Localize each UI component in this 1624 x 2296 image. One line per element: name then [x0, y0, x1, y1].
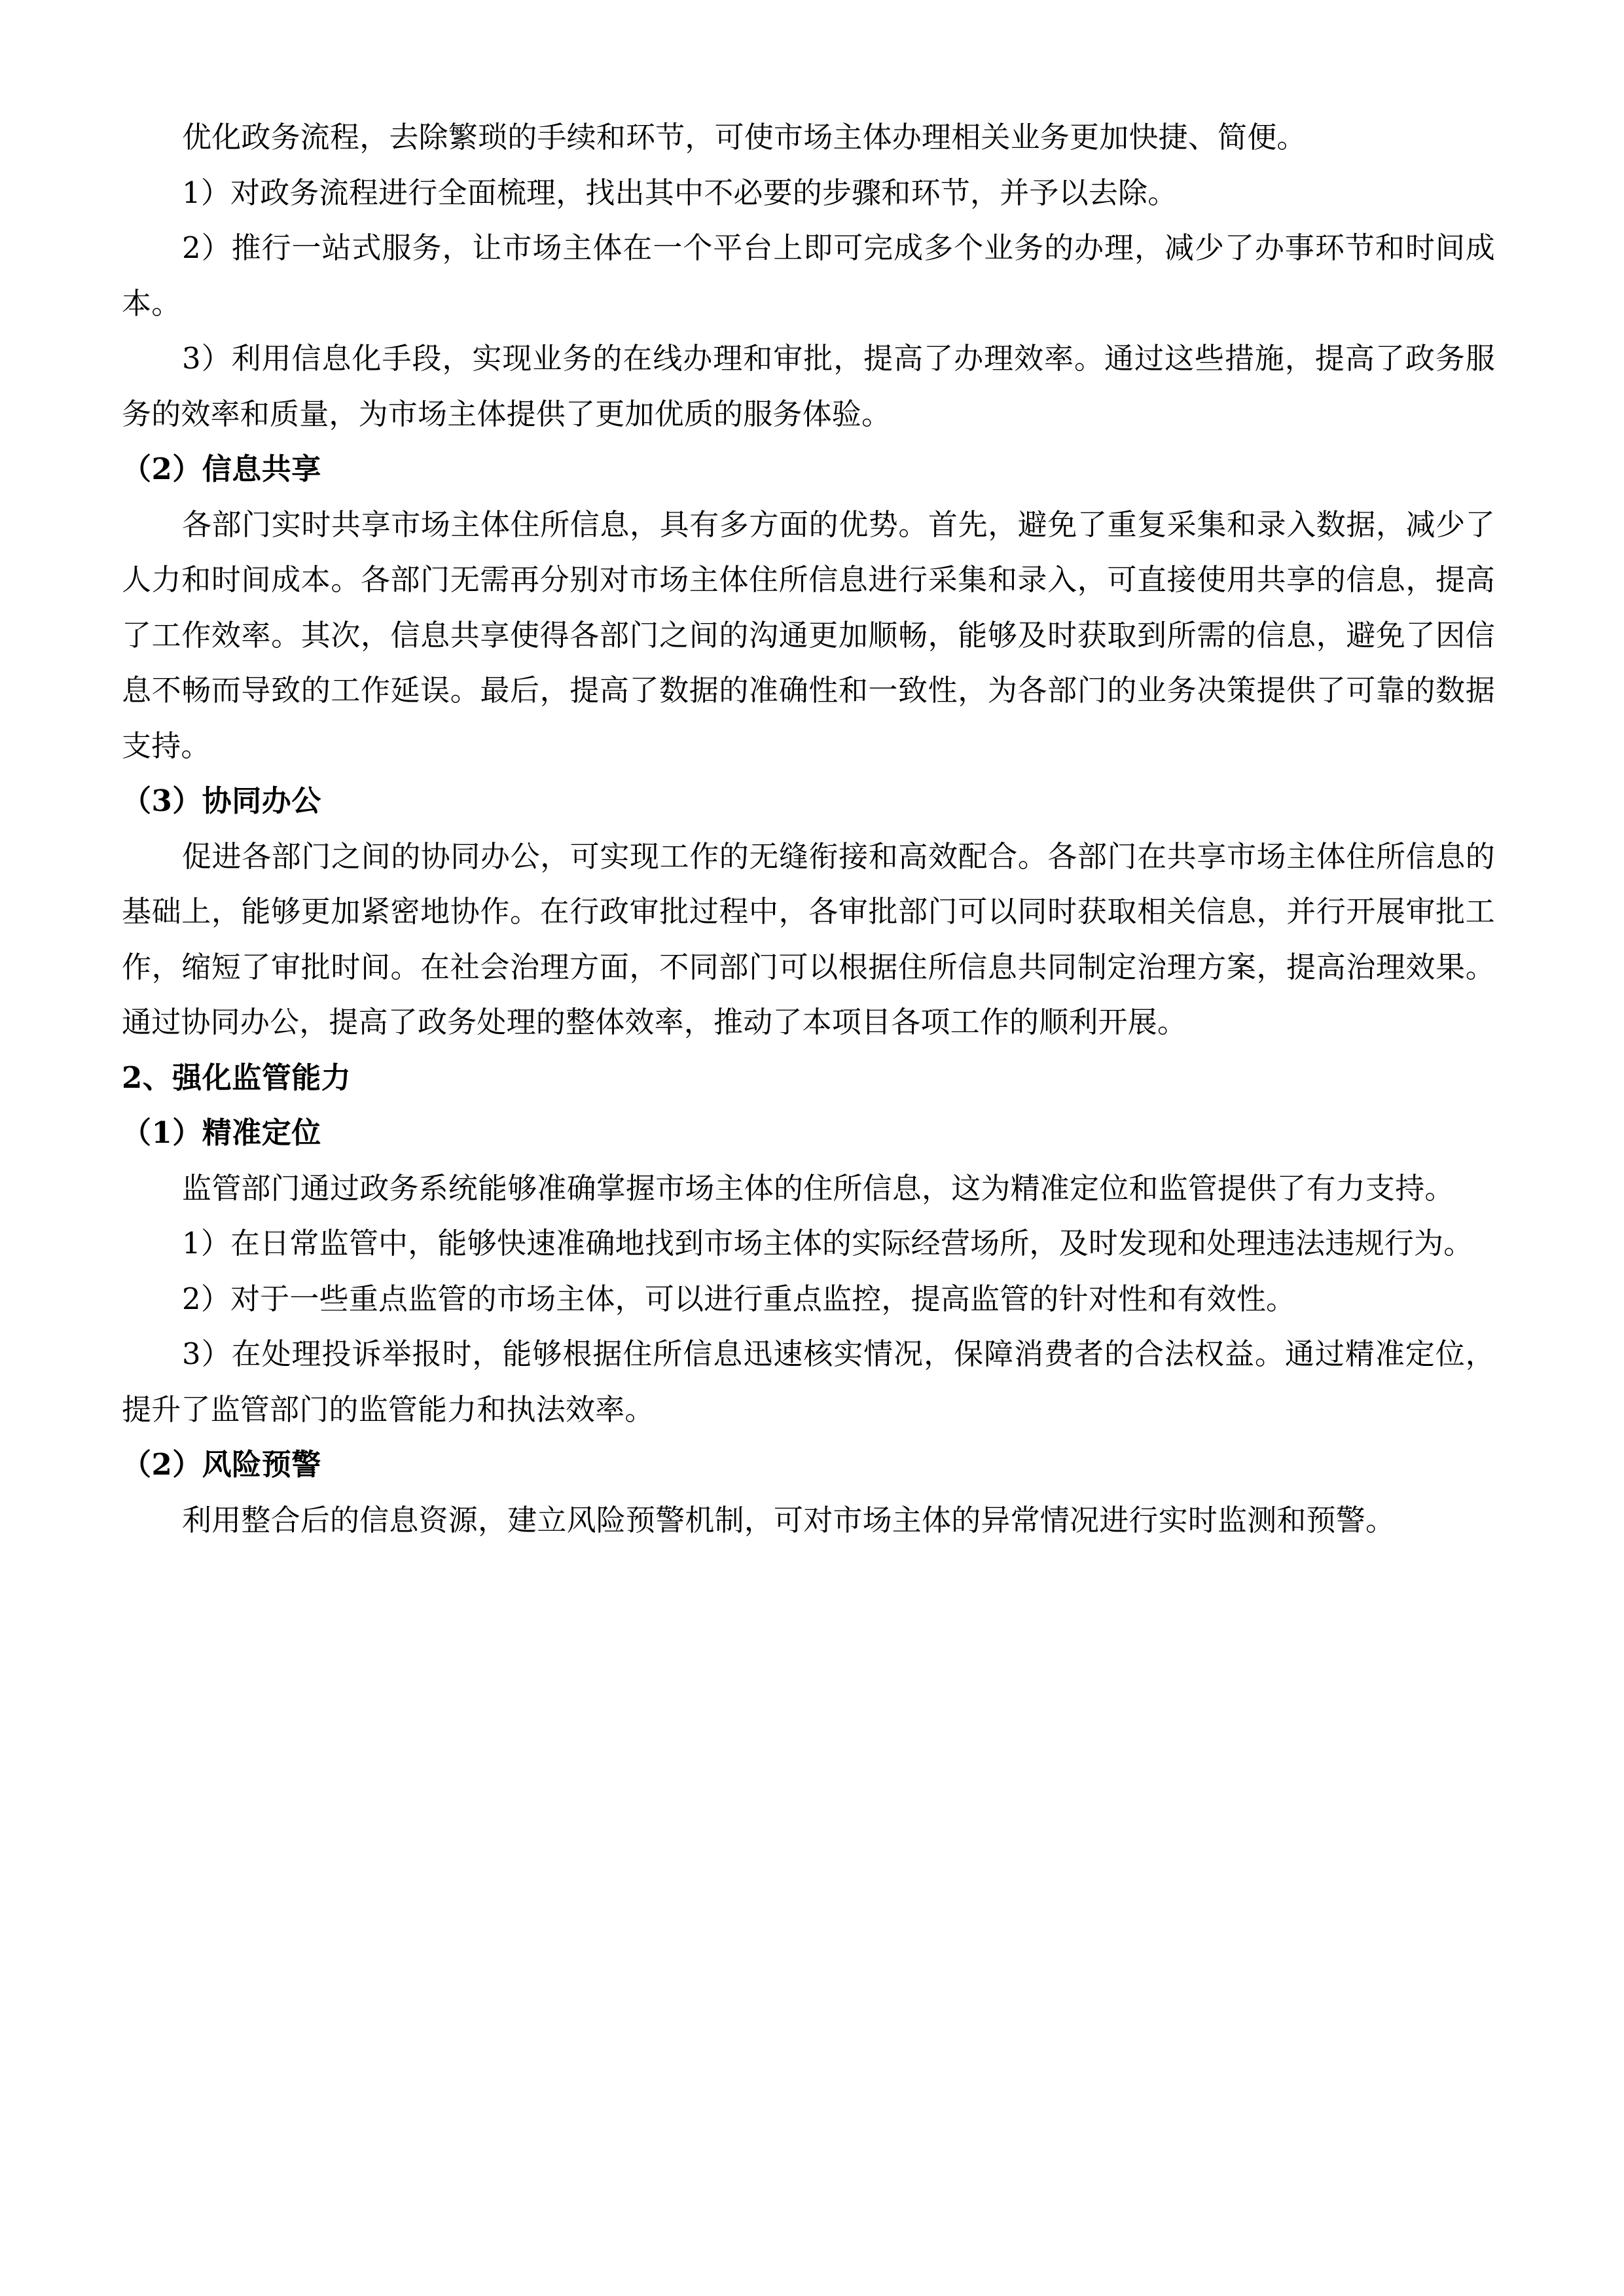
paragraph-list-item-3: 3）利用信息化手段，实现业务的在线办理和审批，提高了办理效率。通过这些措施，提高了政务服务的效率和质量，为市场主体提供了更加优质的服务体验。	[122, 341, 1495, 431]
paragraph-risk-warning-body: 利用整合后的信息资源，建立风险预警机制，可对市场主体的异常情况进行实时监测和预警。	[182, 1502, 1396, 1537]
heading-collaborative-office: （3）协同办公	[122, 783, 321, 818]
heading-information-sharing: （2）信息共享	[122, 452, 321, 486]
paragraph-precise-positioning-body: 监管部门通过政务系统能够准确掌握市场主体的住所信息，这为精准定位和监管提供了有力支持。	[182, 1170, 1454, 1206]
heading-risk-warning: （2）风险预警	[122, 1447, 321, 1482]
paragraph-supervision-item-2: 2）对于一些重点监管的市场主体，可以进行重点监控，提高监管的针对性和有效性。	[182, 1281, 1296, 1316]
heading-precise-positioning: （1）精准定位	[122, 1115, 321, 1150]
paragraph-list-item-2: 2）推行一站式服务，让市场主体在一个平台上即可完成多个业务的办理，减少了办事环节和时间成本。	[122, 230, 1495, 321]
paragraph-information-sharing-body: 各部门实时共享市场主体住所信息，具有多方面的优势。首先，避免了重复采集和录入数据，减少了人力和时间成本。各部门无需再分别对市场主体住所信息进行采集和录入，可直接使用共享的信息，提高了工作效率。其次，信息共享使得各部门之间的沟通更加顺畅，能够及时获取到所需的信息，避免了因信息不畅而导致的工作延误。最后，提高了数据的准确性和一致性，为各部门的业务决策提供了可靠的数据支持。	[122, 507, 1495, 763]
paragraph-list-item-1: 1）对政务流程进行全面梳理，找出其中不必要的步骤和环节，并予以去除。	[182, 175, 1178, 210]
heading-strengthen-supervision: 2、强化监管能力	[122, 1060, 352, 1095]
paragraph-supervision-item-1: 1）在日常监管中，能够快速准确地找到市场主体的实际经营场所，及时发现和处理违法违规行为。	[182, 1226, 1473, 1261]
paragraph-supervision-item-3: 3）在处理投诉举报时，能够根据住所信息迅速核实情况，保障消费者的合法权益。通过精准定位，提升了监管部门的监管能力和执法效率。	[122, 1336, 1495, 1427]
paragraph-optimize-process: 优化政务流程，去除繁琐的手续和环节，可使市场主体办理相关业务更加快捷、简便。	[182, 120, 1307, 154]
document-text-body	[122, 110, 1495, 1548]
paragraph-collaborative-office-body: 促进各部门之间的协同办公，可实现工作的无缝衔接和高效配合。各部门在共享市场主体住所信息的基础上，能够更加紧密地协作。在行政审批过程中，各审批部门可以同时获取相关信息，并行开展审批工作，缩短了审批时间。在社会治理方面，不同部门可以根据住所信息共同制定治理方案，提高治理效果。通过协同办公，提高了政务处理的整体效率，推动了本项目各项工作的顺利开展。	[122, 838, 1495, 1039]
